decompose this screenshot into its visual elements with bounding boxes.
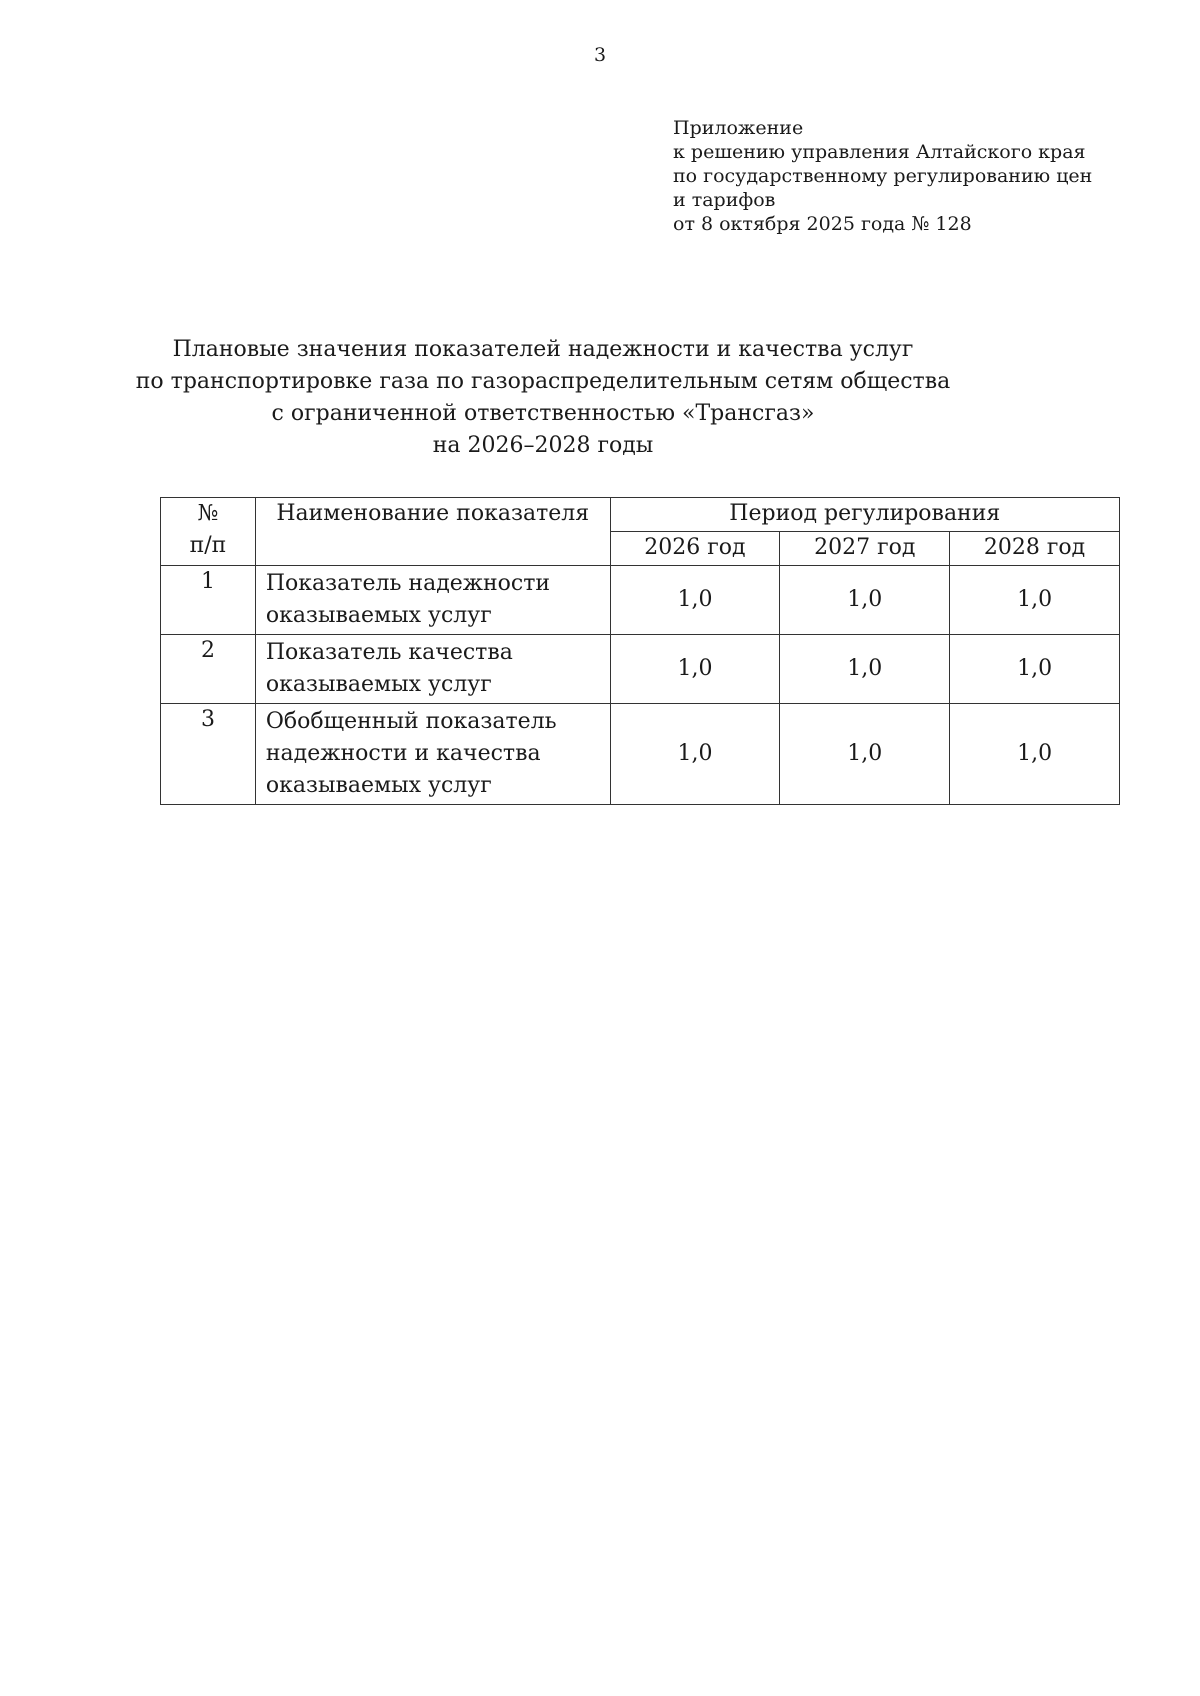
indicator-name-line: Показатель качества bbox=[265, 640, 513, 665]
table-row bbox=[161, 635, 1120, 704]
indicator-name-line: Показатель надежности bbox=[265, 571, 551, 596]
table-row bbox=[161, 566, 1120, 635]
indicator-name-line: надежности и качества bbox=[265, 741, 541, 766]
indicators-table bbox=[160, 497, 1120, 805]
appendix-line: Приложение bbox=[673, 117, 804, 139]
value-cell: 1,0 bbox=[610, 635, 780, 704]
appendix-line: от 8 октября 2025 года № 128 bbox=[673, 213, 972, 235]
value-cell: 1,0 bbox=[950, 704, 1120, 805]
value-cell: 1,0 bbox=[780, 704, 950, 805]
value-cell: 1,0 bbox=[950, 566, 1120, 635]
value-cell: 1,0 bbox=[780, 635, 950, 704]
row-indicator-name bbox=[255, 704, 610, 805]
value-cell: 1,0 bbox=[780, 566, 950, 635]
row-number: 3 bbox=[161, 704, 256, 805]
header-indicator-name: Наименование показателя bbox=[255, 498, 610, 566]
header-number-line: п/п bbox=[189, 533, 227, 558]
indicator-name-line: Обобщенный показатель bbox=[265, 709, 557, 734]
appendix-block bbox=[673, 116, 1092, 236]
header-year: 2027 год bbox=[780, 532, 950, 566]
row-indicator-name bbox=[255, 566, 610, 635]
row-number: 1 bbox=[161, 566, 256, 635]
title-line: Плановые значения показателей надежности и качества услуг bbox=[172, 337, 914, 362]
page-number: 3 bbox=[593, 44, 607, 66]
header-year: 2026 год bbox=[610, 532, 780, 566]
document-title bbox=[0, 334, 1143, 462]
table-row bbox=[161, 704, 1120, 805]
header-number bbox=[161, 498, 256, 566]
row-number: 2 bbox=[161, 635, 256, 704]
title-line: на 2026–2028 годы bbox=[432, 433, 654, 458]
indicator-name-line: оказываемых услуг bbox=[265, 773, 492, 798]
appendix-line: и тарифов bbox=[673, 189, 776, 211]
header-regulation-period: Период регулирования bbox=[610, 498, 1119, 532]
indicator-name-line: оказываемых услуг bbox=[265, 672, 492, 697]
table-header-row bbox=[161, 498, 1120, 532]
row-indicator-name bbox=[255, 635, 610, 704]
title-line: с ограниченной ответственностью «Трансгаз» bbox=[271, 401, 815, 426]
title-line: по транспортировке газа по газораспределительным сетям общества bbox=[135, 369, 951, 394]
header-number-line: № bbox=[197, 501, 219, 526]
value-cell: 1,0 bbox=[950, 635, 1120, 704]
value-cell: 1,0 bbox=[610, 566, 780, 635]
header-year: 2028 год bbox=[950, 532, 1120, 566]
value-cell: 1,0 bbox=[610, 704, 780, 805]
appendix-line: к решению управления Алтайского края bbox=[673, 141, 1086, 163]
appendix-line: по государственному регулированию цен bbox=[673, 165, 1093, 187]
indicator-name-line: оказываемых услуг bbox=[265, 603, 492, 628]
